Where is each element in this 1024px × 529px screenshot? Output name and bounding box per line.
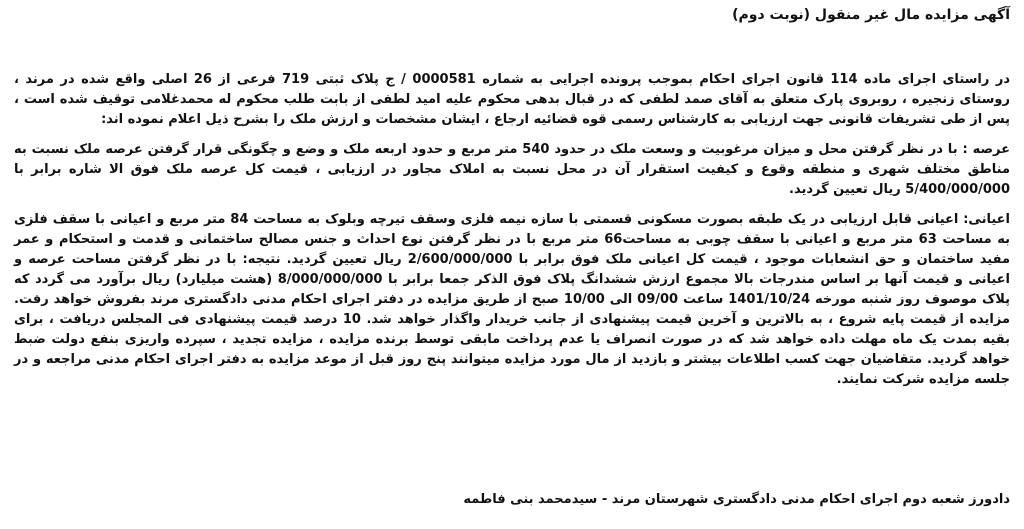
signature-line: دادورز شعبه دوم اجرای احکام مدنی دادگستری شهرستان مرند - سیدمحمد بنی فاطمه bbox=[463, 492, 1010, 507]
notice-title: آگهی مزایده مال غیر منقول (نوبت دوم) bbox=[732, 7, 1010, 23]
auction-notice bbox=[14, 4, 1010, 390]
buildings-paragraph: اعیانی: اعیانی قابل ارزیابی در یک طبقه بصورت مسکونی قسمتی با سازه نیمه فلزی وسقف تیرچه وبلوک به مساحت 84 متر مربع و اعیانی با سقف فلزی به مساحت 63 متر مربع و اعیانی با سقف چوبی به مساحت66 متر مربع با در نظر گرفتن نوع احداث و جنس مصالح ساختمانی و قدمت و استحکام و عمر مفید ساختمان و حق انشعابات موجود ، قیمت کل اعیانی ملک فوق برابر با 2/600/000/000 ریال تعیین گردید. نتیجه: با در نظر گرفتن مساحت عرصه و اعیانی و قیمت آنها بر اساس مندرجات بالا مجموع ارزش ششدانگ پلاک فوق الذکر جمعا برابر با 8/000/000/000 (هشت میلیارد) ریال برآورد می گردد که پلاک موصوف روز شنبه مورخه 1401/10/24 ساعت 09/00 الی 10/00 صبح از طریق مزایده در دفتر اجرای احکام مدنی دادگستری مرند بفروش خواهد رفت. مزایده از قیمت پایه شروع ، به بالاترین و آخرین قیمت پیشنهادی از جانب خریدار واگذار خواهد شد. 10 درصد قیمت پیشنهادی فی المجلس دریافت ، برای بقیه بمدت یک ماه مهلت داده خواهد شد که در صورت انصراف یا عدم پرداخت مابقی توسط برنده مزایده ، مزایده تجدید ، سپرده واریزی بنفع دولت ضبط خواهد گردید. متقاضیان جهت کسب اطلاعات بیشتر و بازدید از مال مورد مزایده میتوانند پنج روز قبل از موعد مزایده به دفتر اجرای احکام مدنی مراجعه و در جلسه مزایده شرکت نمایند. bbox=[14, 212, 1011, 387]
intro-paragraph: در راستای اجرای ماده 114 قانون اجرای احکام بموجب پرونده اجرایی به شماره 0000581 / ج پلاک ثبتی 719 فرعی از 26 اصلی واقع شده در مرند ، روستای زنجیره ، روبروی پارک متعلق به آقای صمد لطفی که در قبال بدهی محکوم علیه امید لطفی از بابت طلب محکوم له محمدغلامی توقیف شده است ، پس از طی تشریفات قانونی جهت ارزیابی به کارشناس رسمی قوه قضائیه ارجاع ، ایشان مشخصات و ارزش ملک را بشرح ذیل اعلام نموده اند: bbox=[14, 72, 1010, 127]
land-paragraph: عرصه : با در نظر گرفتن محل و میزان مرغوبیت و وسعت ملک در حدود 540 متر مربع و حدود اربعه ملک و وضع و چگونگی قرار گرفتن عرصه ملک نسبت به مناطق مختلف شهری و منطقه وقوع و کیفیت استقرار آن در محل نسبت به املاک مجاور در ارزیابی ، قیمت کل عرصه ملک فوق الا شاره برابر با 5/400/000/000 ریال تعیین گردید. bbox=[14, 142, 1010, 197]
